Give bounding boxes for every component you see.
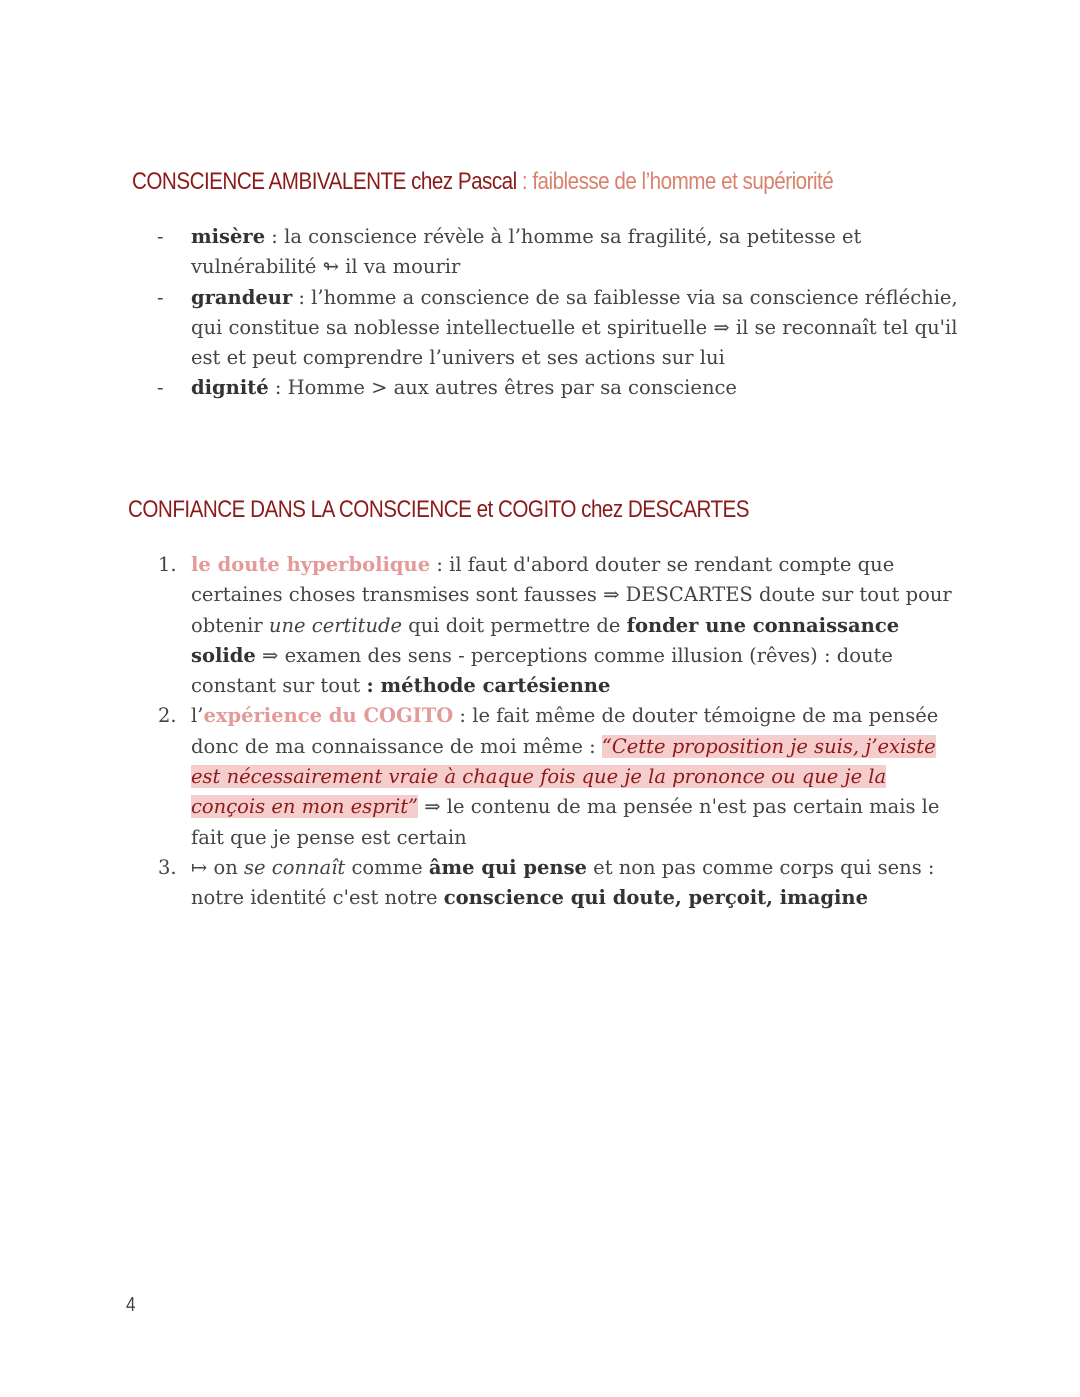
list-marker: -: [157, 376, 164, 400]
descartes-list: [0, 550, 1080, 914]
term-prefix: l’: [191, 704, 204, 728]
bold-text: : méthode cartésienne: [366, 674, 611, 698]
list-item-doute: [0, 550, 961, 701]
section-title-pascal: [132, 168, 833, 196]
list-number: 2.: [158, 704, 177, 728]
italic-text: une certitude: [268, 613, 403, 637]
term-experience-cogito: expérience du COGITO: [203, 704, 454, 728]
list-item-grandeur: [0, 283, 961, 374]
section-title-subtitle: : faiblesse de l’homme et supériorité: [516, 168, 834, 195]
term-misere: misère: [191, 225, 266, 248]
section-title-descartes: CONFIANCE DANS LA CONSCIENCE et COGITO chez DESCARTES: [128, 496, 750, 523]
item-text: : l’homme a conscience de sa faiblesse via sa conscience réfléchie, qui constitue sa noblesse intellectuelle et spirituelle ⇒ il se reconnaît tel qu'il est et peut comprendre l’univers et ses actions sur lui: [191, 285, 958, 370]
list-item-ame: [0, 853, 961, 914]
item-text: ⇒ le contenu de ma pensée n'est pas certain mais le fait que je pense est certain: [191, 795, 940, 849]
list-marker: -: [157, 225, 164, 248]
item-text: : il faut d'abord douter se rendant compte que certaines choses transmises sont fausses ⇒ DESCARTES doute sur tout pour obtenir: [191, 553, 952, 637]
item-text: : la conscience révèle à l’homme sa fragilité, sa petitesse et vulnérabilité ↬ il va mourir: [191, 225, 862, 279]
list-item-cogito: [0, 701, 961, 852]
term-grandeur: grandeur: [191, 285, 293, 309]
page-number: 4: [126, 1294, 136, 1316]
highlighted-quote: “Cette proposition je suis, j’existe est nécessairement vraie à chaque fois que je la prononce ou que je la conçois en mon esprit”: [191, 734, 936, 819]
bold-text: fonder une connaissance solide: [191, 613, 900, 667]
term-dignite: dignité: [191, 376, 269, 400]
bold-text: conscience qui doute, perçoit, imagine: [443, 886, 869, 910]
list-marker: -: [157, 285, 164, 309]
section-title-main: CONSCIENCE AMBIVALENTE chez Pascal: [132, 168, 517, 195]
item-text: : le fait même de douter témoigne de ma pensée donc de ma connaissance de moi même :: [191, 704, 939, 758]
item-text: et non pas comme corps qui sens : notre identité c'est notre: [191, 855, 935, 910]
list-number: 3.: [158, 855, 177, 879]
list-item-misere: [0, 222, 961, 283]
item-text: ↦ on: [191, 855, 245, 879]
item-text: qui doit permettre de: [402, 613, 627, 637]
bold-text: âme qui pense: [428, 855, 587, 879]
list-number: 1.: [158, 553, 177, 576]
pascal-list: [0, 222, 1080, 404]
item-text: ⇒ examen des sens - perceptions comme illusion (rêves) : doute constant sur tout: [191, 643, 893, 698]
list-item-dignite: [0, 373, 961, 403]
item-text: : Homme > aux autres êtres par sa conscience: [268, 376, 737, 400]
term-doute-hyperbolique: le doute hyperbolique: [191, 553, 431, 576]
item-text: comme: [345, 855, 429, 879]
italic-text: se connaît: [244, 855, 346, 879]
